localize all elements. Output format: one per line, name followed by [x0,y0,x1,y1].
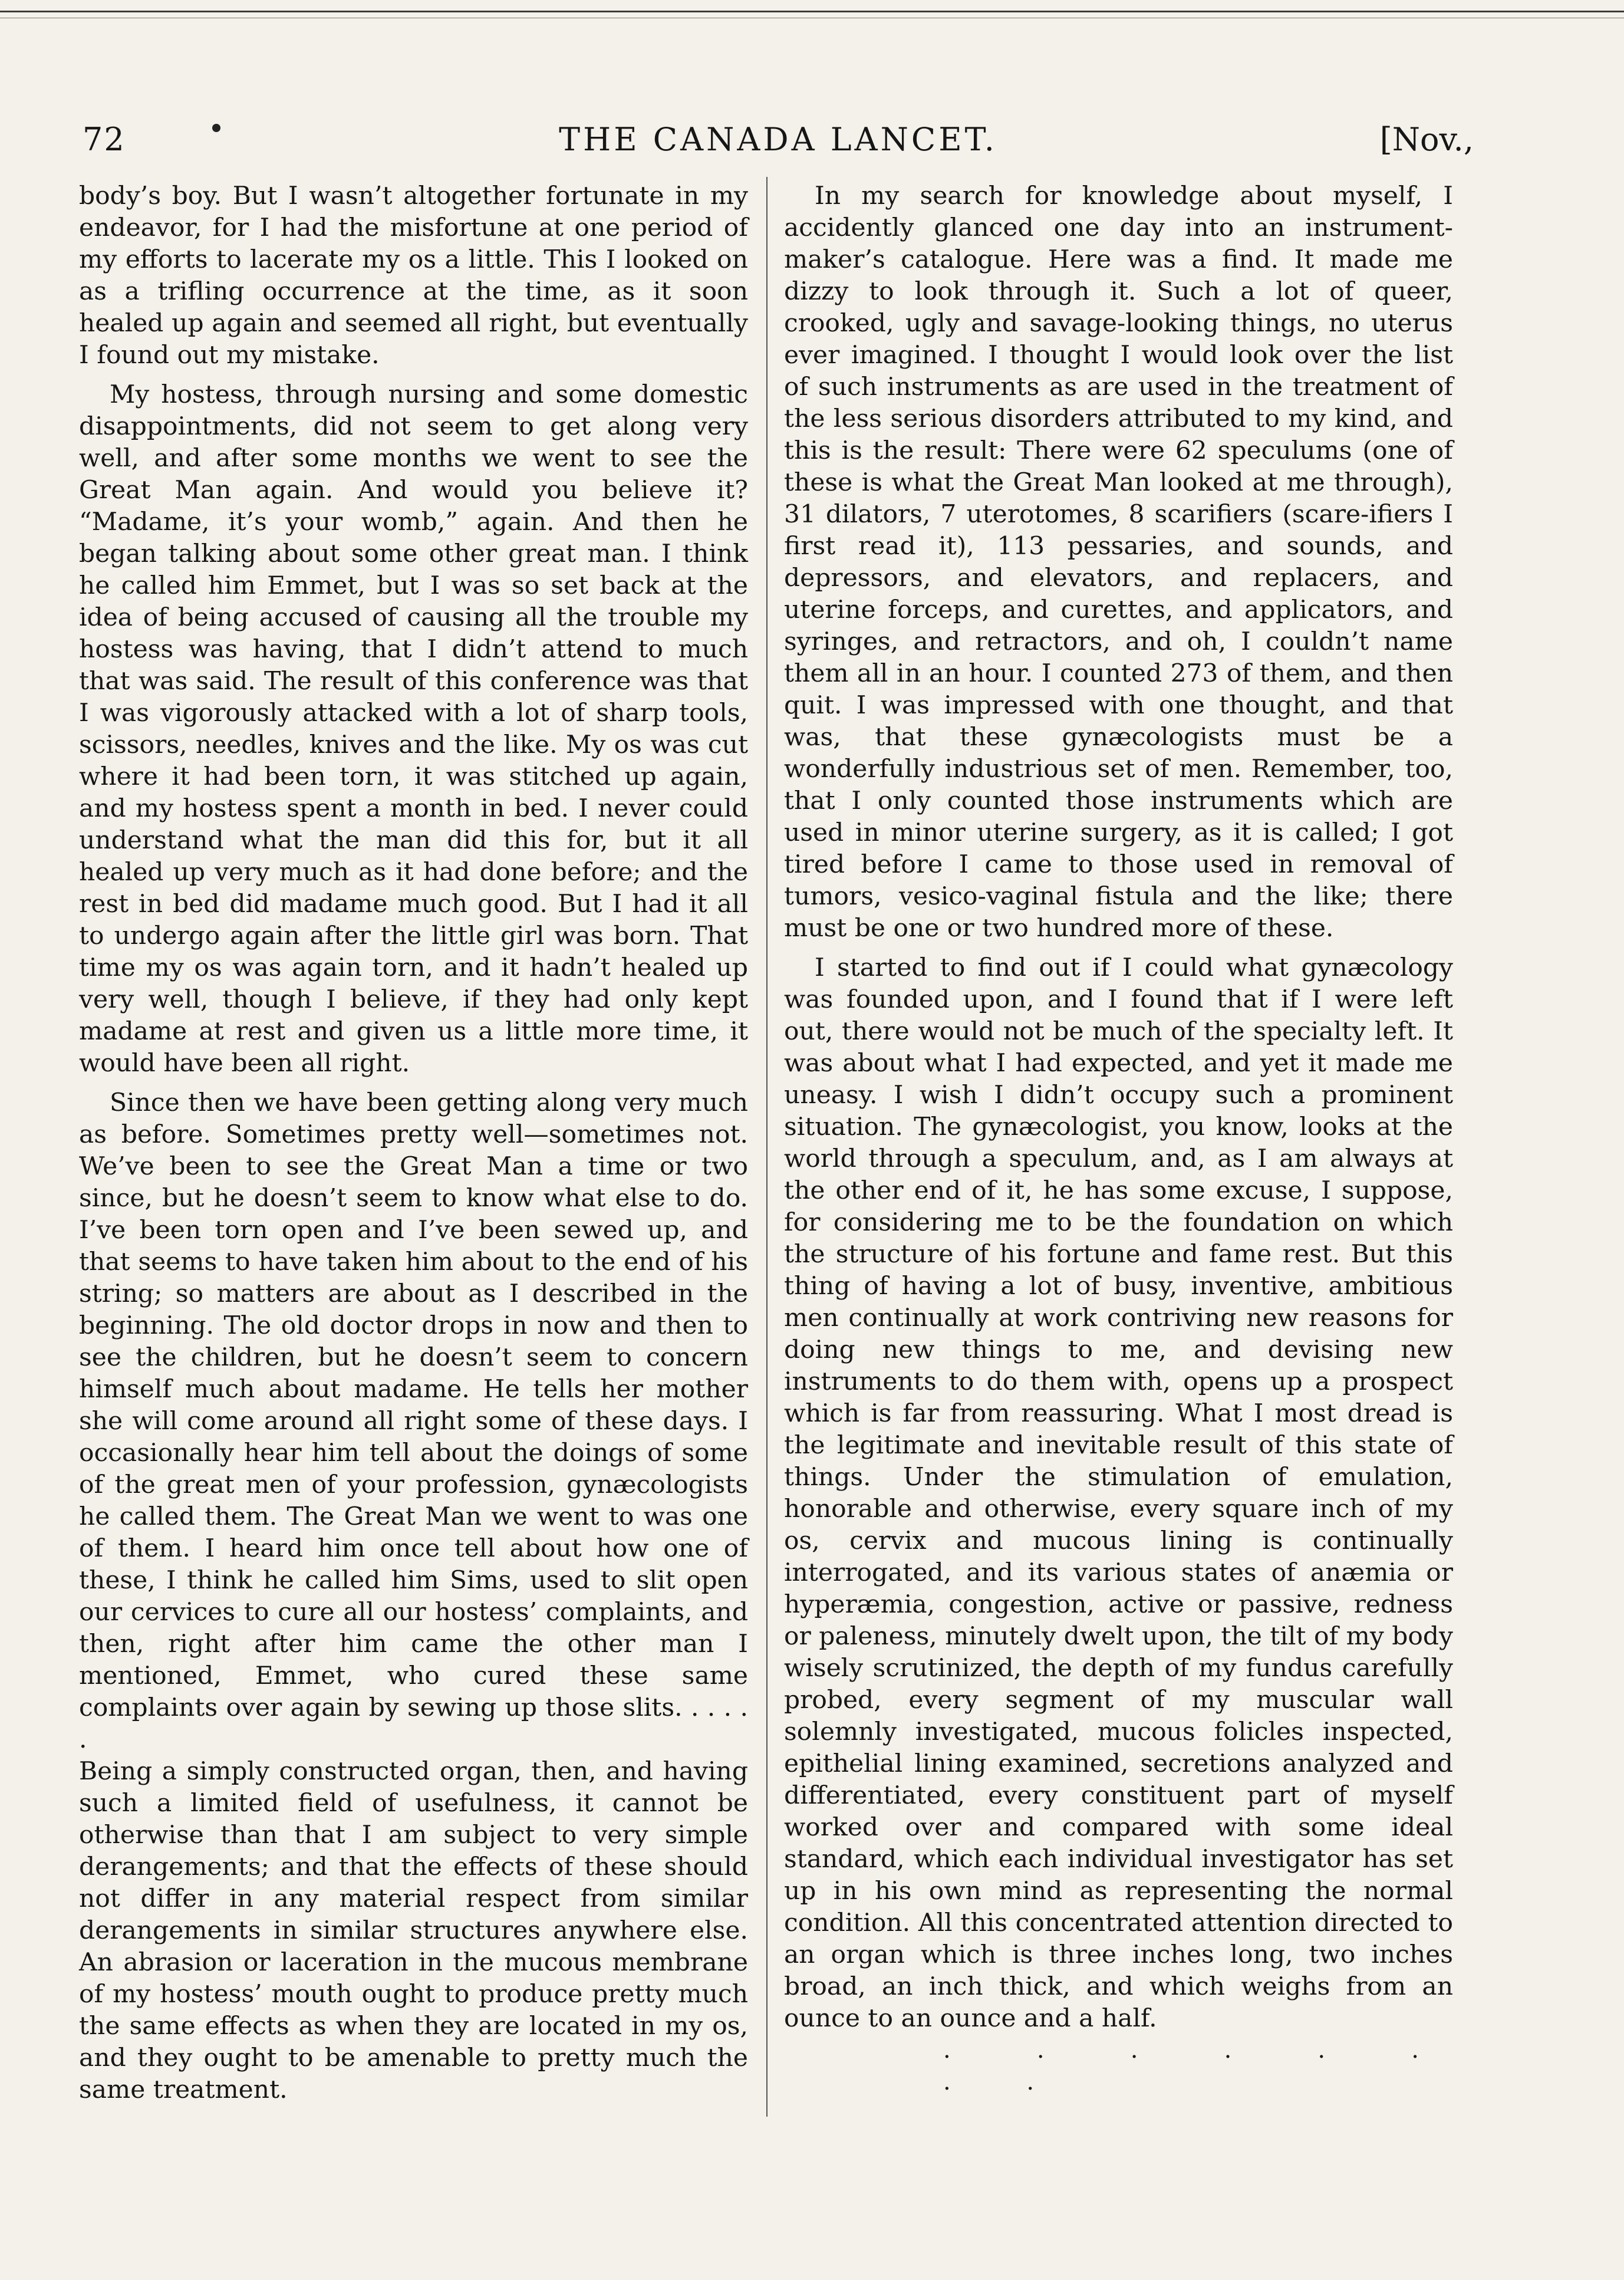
journal-title: THE CANADA LANCET. [559,121,997,158]
left-paragraph-3: Since then we have been getting along very much as before. Sometimes pretty well—sometimes not. We’ve been to see the Great Man a time or two since, but he doesn’t seem to know what else to do. I’ve been torn open and I’ve been sewed up, and that seems to have taken him about to the end of his string; so matters are about as I described in the beginning. The old doctor drops in now and then to see the children, but he doesn’t seem to concern himself much about madame. He tells her mother she will come around all right some of these days. I occasionally hear him tell about the doings of some of the great men of your profession, gynæcologists he called them. The Great Man we went to was one of them. I heard him once tell about how one of these, I think he called him Sims, used to slit open our cervices to cure all our hostess’ complaints, and then, right after him came the other man I mentioned, Emmet, who cured these same complaints over again by sewing up those slits. . . . . . [79,1088,748,1753]
page-header [83,121,1474,165]
closing-dots: . . . . . . . . [943,2036,1453,2095]
column-divider [766,177,767,2117]
left-column [79,180,748,2113]
right-paragraph-1: In my search for knowledge about myself, I accidently glanced one day into an instrument-maker’s catalogue. Here was a find. It made me dizzy to look through it. Such a lot of queer, crooked, ugly and savage-looking things, no uterus ever imagined. I thought I would look over the list of such instruments as are used in the treatment of the less serious disorders attributed to my kind, and this is the result: There were 62 speculums (one of these is what the Great Man looked at me through), 31 dilators, 7 uterotomes, 8 scarifiers (scare-ifiers I first read it), 113 pessaries, and sounds, and depressors, and elevators, and replacers, and uterine forceps, and curettes, and applicators, and syringes, and retractors, and oh, I couldn’t name them all in an hour. I counted 273 of them, and then quit. I was impressed with one thought, and that was, that these gynæcologists must be a wonderfully industrious set of men. Remember, too, that I only counted those instruments which are used in minor uterine surgery, as it is called; I got tired before I came to those used in removal of tumors, vesico-vaginal fistula and the like; there must be one or two hundred more of these. [784,181,1453,942]
left-paragraph-2: My hostess, through nursing and some domestic disappointments, did not seem to get along very well, and after some months we went to see the Great Man again. And would you believe it? “Madame, it’s your womb,” again. And then he began talking about some other great man. I think he called him Emmet, but I was so set back at the idea of being accused of causing all the trouble my hostess was having, that I didn’t attend to much that was said. The result of this conference was that I was vigorously attacked with a lot of sharp tools, scissors, needles, knives and the like. My os was cut where it had been torn, it was stitched up again, and my hostess spent a month in bed. I never could understand what the man did this for, but it all healed up very much as it had done before; and the rest in bed did madame much good. But I had it all to undergo again after the little girl was born. That time my os was again torn, and it hadn’t healed up very well, though I believe, if they had only kept madame at rest and given us a little more time, it would have been all right. [79,380,748,1077]
top-border-rule [0,11,1624,12]
page-number: 72 [83,121,126,158]
issue-month: [Nov., [1379,121,1474,158]
right-column [784,180,1453,2098]
left-paragraph-1: body’s boy. But I wasn’t altogether fortunate in my endeavor, for I had the misfortune at one period of my efforts to lacerate my os a little. This I looked on as a trifling occurrence at the time, as it soon healed up again and seemed all right, but eventually I found out my mistake. [79,181,748,369]
right-paragraph-2: I started to find out if I could what gynæcology was founded upon, and I found that if I were left out, there would not be much of the specialty left. It was about what I had expected, and yet it made me uneasy. I wish I didn’t occupy such a prominent situation. The gynæcologist, you know, looks at the world through a speculum, and, as I am always at the other end of it, he has some excuse, I suppose, for considering me to be the foundation on which the structure of his fortune and fame rest. But this thing of having a lot of busy, inventive, ambitious men continually at work contriving new reasons for doing new things to me, and devising new instruments to do them with, opens up a prospect which is far from reassuring. What I most dread is the legitimate and inevitable result of this state of things. Under the stimulation of emulation, honorable and otherwise, every square inch of my os, cervix and mucous lining is continually interrogated, and its various states of anæmia or hyperæmia, congestion, active or passive, redness or paleness, minutely dwelt upon, the tilt of my body wisely scrutinized, the depth of my fundus carefully probed, every segment of my muscular wall solemnly investigated, mucous folicles inspected, epithelial lining examined, secretions analyzed and differentiated, every constituent part of myself worked over and compared with some ideal standard, which each individual investigator has set up in his own mind as representing the normal condition. All this concentrated attention directed to an organ which is three inches long, two inches broad, an inch thick, and which weighs from an ounce to an ounce and a half. [784,953,1454,2032]
left-paragraph-4: Being a simply constructed organ, then, and having such a limited field of usefulness, it cannot be otherwise than that I am subject to very simple derangements; and that the effects of these should not differ in any material respect from similar derangements in similar structures anywhere else. An abrasion or laceration in the mucous membrane of my hostess’ mouth ought to produce pretty much the same effects as when they are located in my os, and they ought to be amenable to pretty much the same treatment. [79,1756,748,2104]
ink-dot-mark [212,124,220,132]
